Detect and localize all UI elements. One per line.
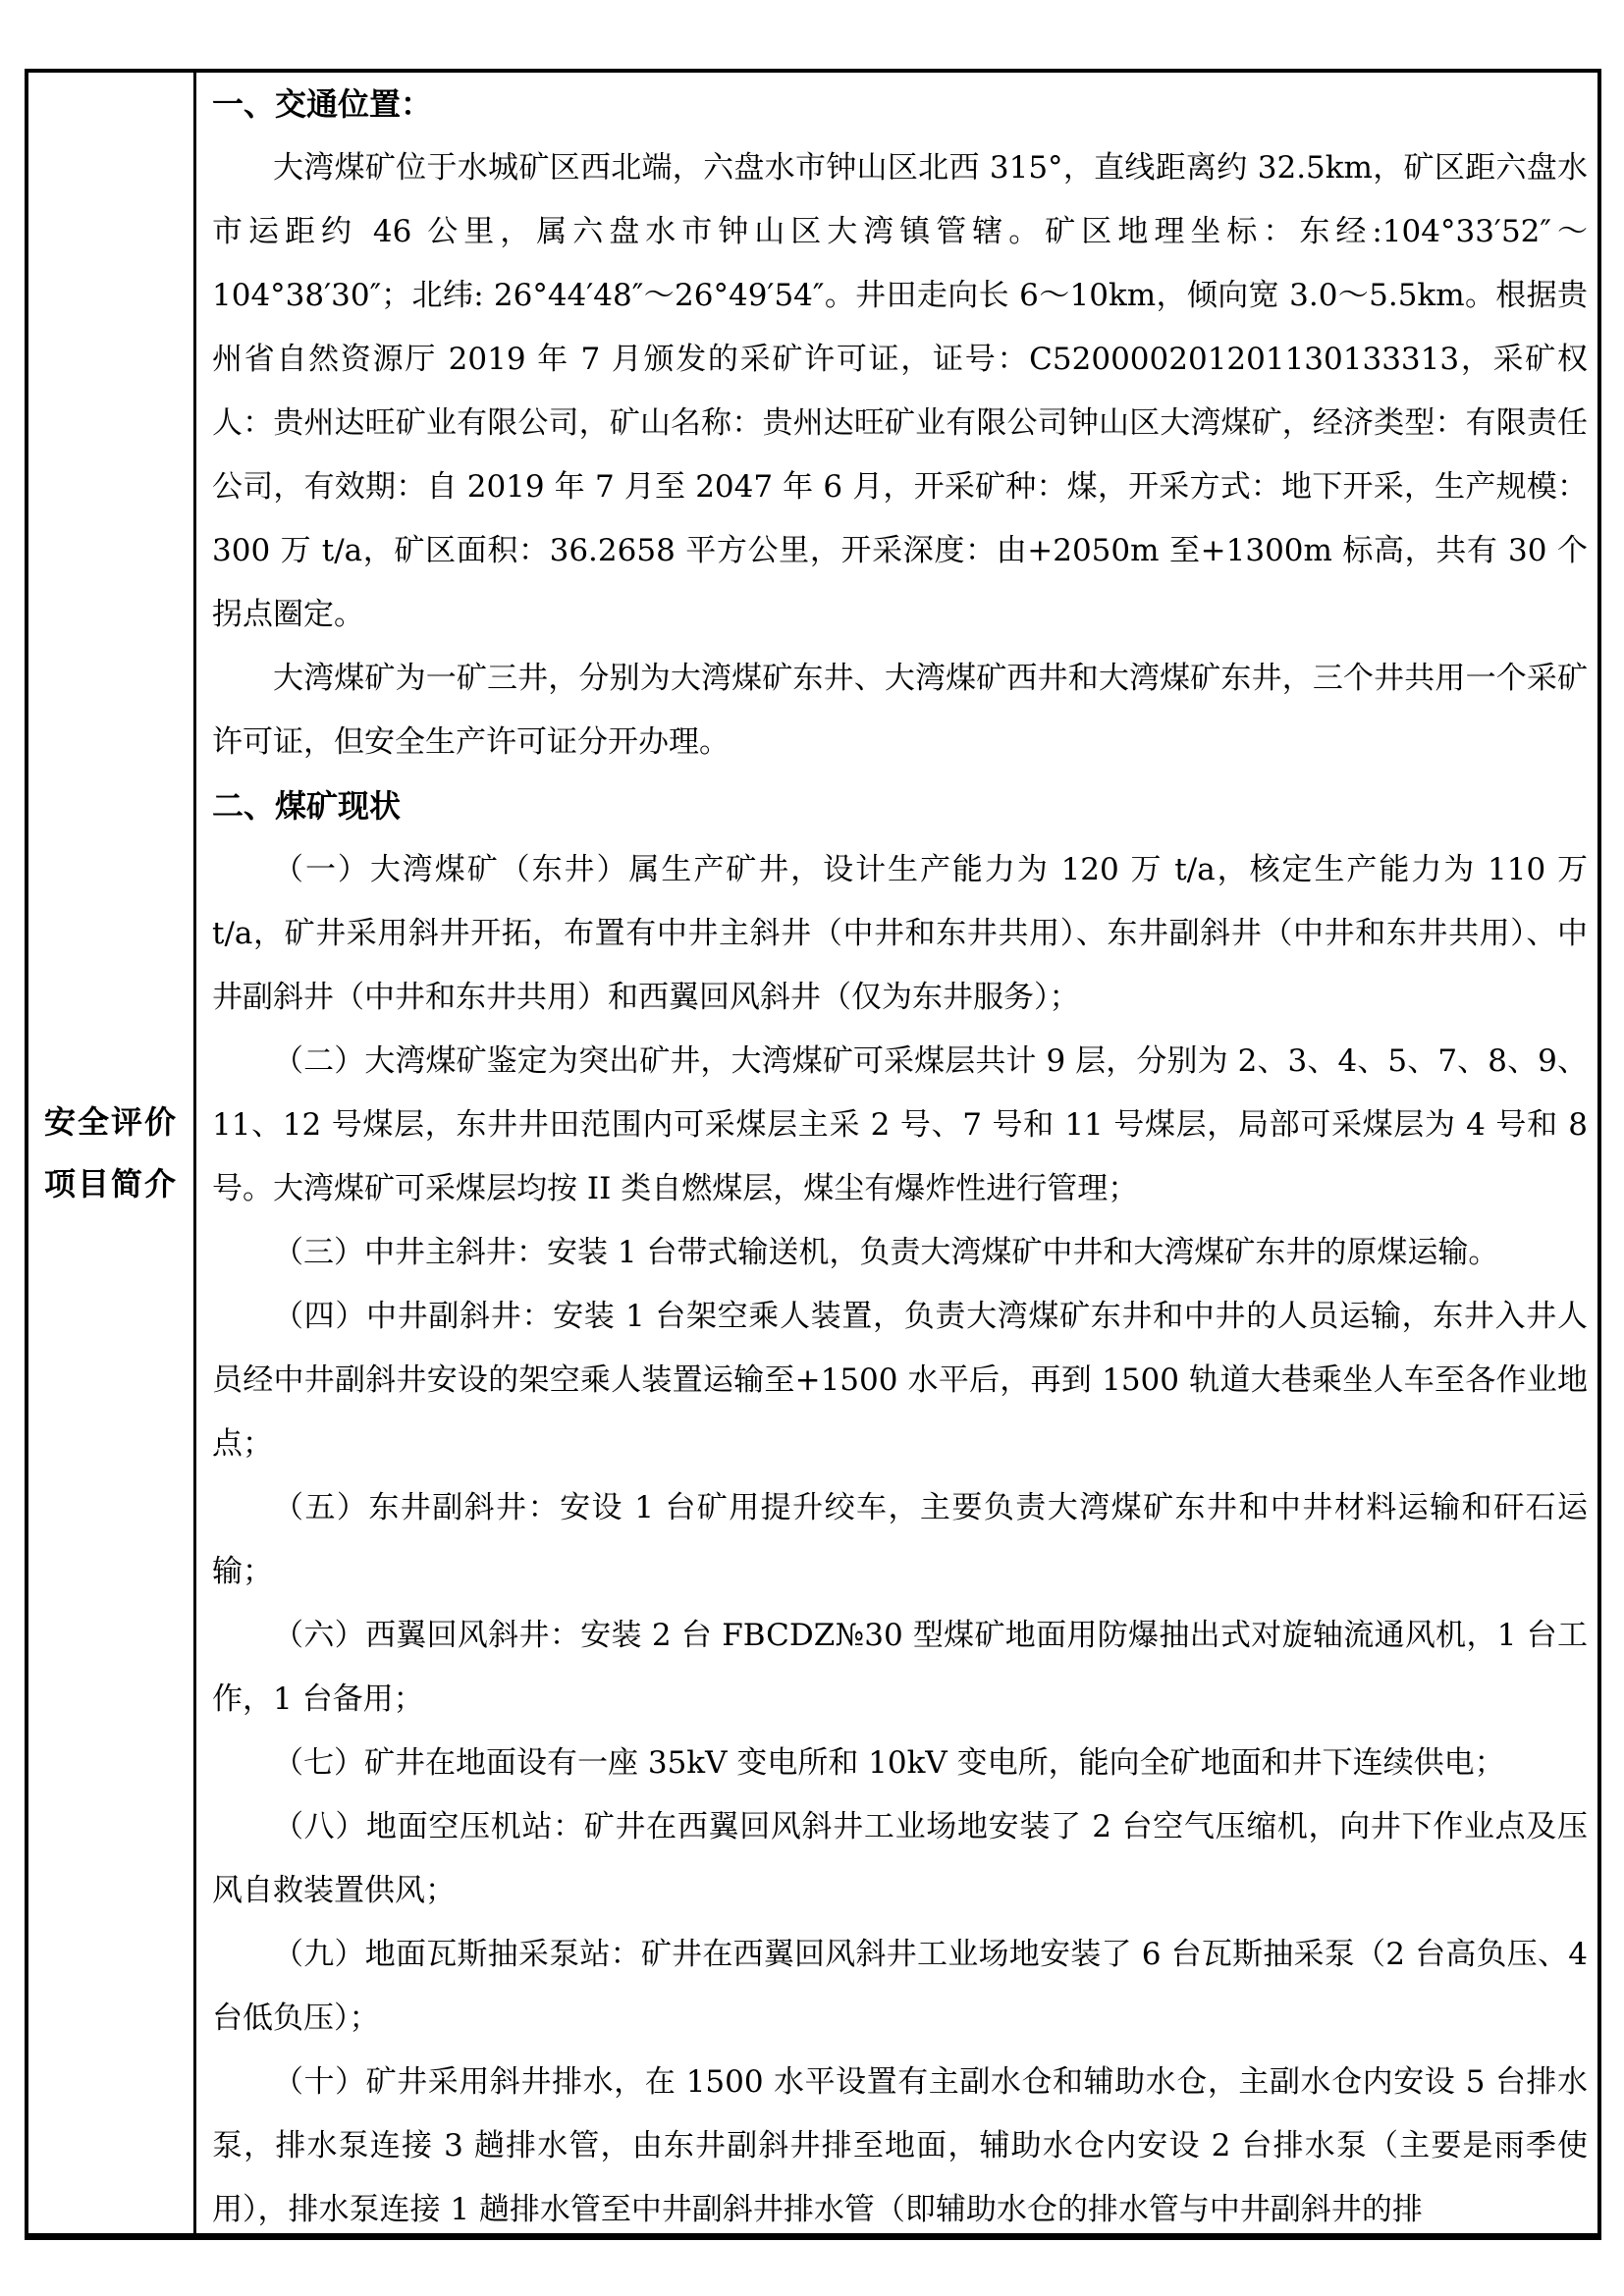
status-item-10: （十）矿井采用斜井排水，在 1500 水平设置有主副水仓和辅助水仓，主副水仓内安设 5 台排水泵，排水泵连接 3 趟排水管，由东井副斜井排至地面，辅助水仓内安设 2 台排水泵（主要是雨季使用），排水泵连接 1 趟排水管至中井副斜井排水管（即辅助水仓的排水管与中井副斜井的排 (212, 2064, 1588, 2227)
row-header-line-1: 安全评价 (43, 1102, 178, 1141)
status-item-2: （二）大湾煤矿鉴定为突出矿井，大湾煤矿可采煤层共计 9 层，分别为 2、3、4、5、7、8、9、11、12 号煤层，东井井田范围内可采煤层主采 2 号、7 号和 11 号煤层，局部可采煤层为 4 号和 8 号。大湾煤矿可采煤层均按 II 类自燃煤层，煤尘有爆炸性进行管理； (212, 1043, 1588, 1206)
status-item-3: （三）中井主斜井：安装 1 台带式输送机，负责大湾煤矿中井和大湾煤矿东井的原煤运输。 (273, 1235, 1499, 1270)
row-header-line-2: 项目简介 (43, 1164, 178, 1202)
status-item-4: （四）中井副斜井：安装 1 台架空乘人装置，负责大湾煤矿东井和中井的人员运输，东井入井人员经中井副斜井安设的架空乘人装置运输至+1500 水平后，再到 1500 轨道大巷乘坐人车至各作业地点； (212, 1299, 1588, 1462)
paragraph-location-2: 大湾煤矿为一矿三井，分别为大湾煤矿东井、大湾煤矿西井和大湾煤矿东井，三个井共用一个采矿许可证，但安全生产许可证分开办理。 (212, 661, 1588, 760)
section2-heading: 二、煤矿现状 (212, 787, 402, 825)
status-item-9: （九）地面瓦斯抽采泵站：矿井在西翼回风斜井工业场地安装了 6 台瓦斯抽采泵（2 台高负压、4 台低负压）； (212, 1937, 1588, 2036)
status-item-6: （六）西翼回风斜井：安装 2 台 FBCDZ№30 型煤矿地面用防爆抽出式对旋轴流通风机，1 台工作，1 台备用； (212, 1618, 1588, 1717)
section1-heading: 一、交通位置： (212, 85, 433, 123)
project-intro-table (25, 69, 1601, 2240)
status-item-1: （一）大湾煤矿（东井）属生产矿井，设计生产能力为 120 万 t/a，核定生产能力为 110 万 t/a，矿井采用斜井开拓，布置有中井主斜井（中井和东井共用）、东井副斜井（中井和东井共用）、中井副斜井（中井和东井共用）和西翼回风斜井（仅为东井服务）； (212, 852, 1588, 1015)
status-item-7: （七）矿井在地面设有一座 35kV 变电所和 10kV 变电所，能向全矿地面和井下连续供电； (273, 1745, 1505, 1781)
status-item-5: （五）东井副斜井：安设 1 台矿用提升绞车，主要负责大湾煤矿东井和中井材料运输和矸石运输； (212, 1490, 1588, 1589)
content-cell (196, 73, 1597, 2233)
paragraph-location-1: 大湾煤矿位于水城矿区西北端，六盘水市钟山区北西 315°，直线距离约 32.5km，矿区距六盘水市运距约 46 公里，属六盘水市钟山区大湾镇管辖。矿区地理坐标：东经:104°33′52″～104°38′30″；北纬: 26°44′48″～26°49′54″。井田走向长 6～10km，倾向宽 3.0～5.5km。根据贵州省自然资源厅 2019 年 7 月颁发的采矿许可证，证号：C520000201201130133313，采矿权人：贵州达旺矿业有限公司，矿山名称：贵州达旺矿业有限公司钟山区大湾煤矿，经济类型：有限责任公司，有效期：自 2019 年 7 月至 2047 年 6 月，开采矿种：煤，开采方式：地下开采，生产规模：300 万 t/a，矿区面积：36.2658 平方公里，开采深度：由+2050m 至+1300m 标高，共有 30 个拐点圈定。 (212, 150, 1588, 632)
status-item-8: （八）地面空压机站：矿井在西翼回风斜井工业场地安装了 2 台空气压缩机，向井下作业点及压风自救装置供风； (212, 1809, 1588, 1908)
row-header-cell (28, 73, 196, 2233)
